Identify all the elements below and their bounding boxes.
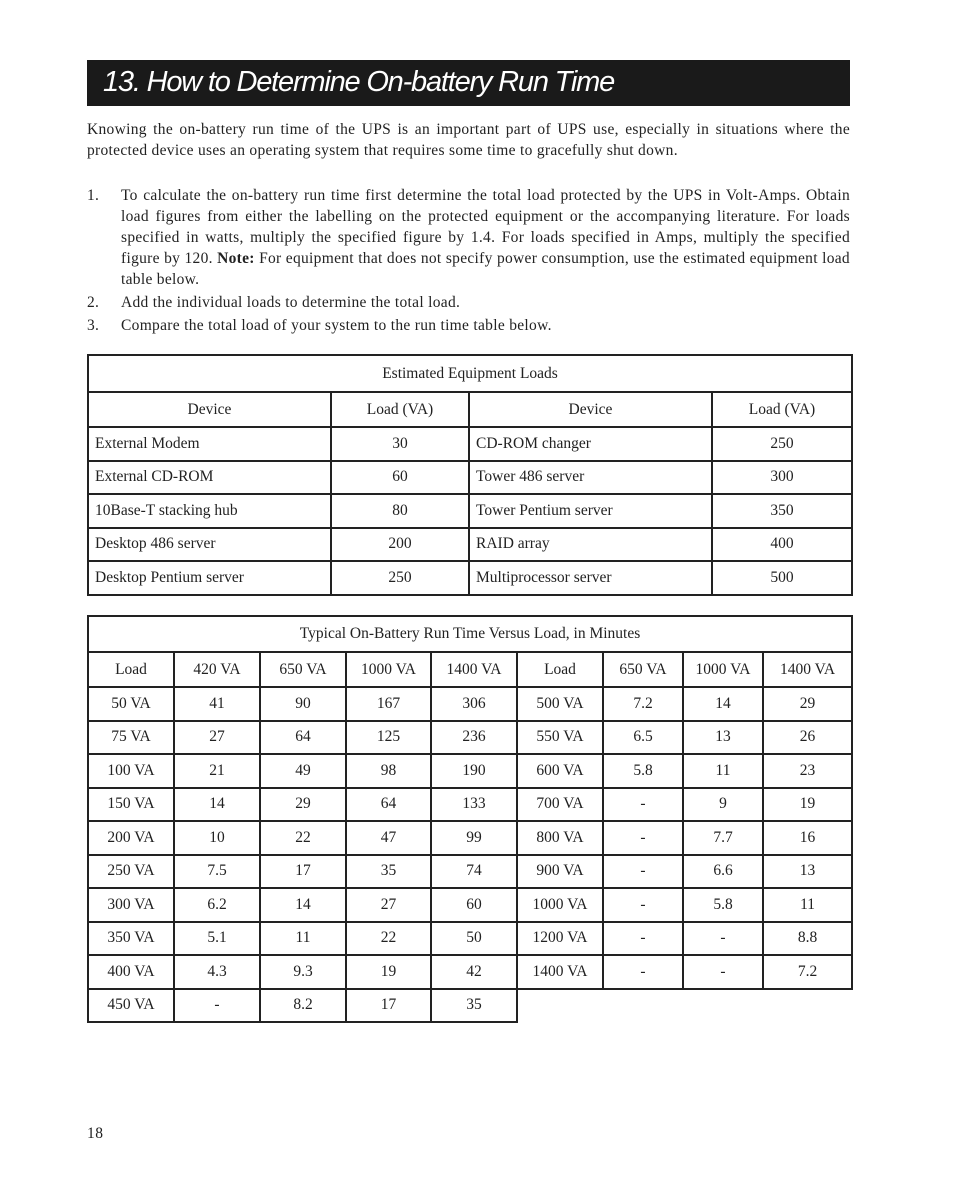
step-number: 2.: [87, 294, 100, 311]
runtime-cell: 99: [431, 821, 517, 855]
runtime-cell: -: [603, 922, 683, 956]
runtime-cell: -: [174, 989, 260, 1023]
column-header: 1000 VA: [346, 652, 431, 687]
runtime-cell: 49: [260, 754, 346, 788]
runtime-cell: 42: [431, 955, 517, 989]
device-cell: Desktop Pentium server: [88, 561, 331, 595]
runtime-cell: 7.5: [174, 855, 260, 889]
runtime-cell: 74: [431, 855, 517, 889]
runtime-cell: 5.1: [174, 922, 260, 956]
column-header: Device: [88, 392, 331, 427]
load-cell: 350 VA: [88, 922, 174, 956]
load-cell: 600 VA: [517, 754, 603, 788]
runtime-cell: 47: [346, 821, 431, 855]
load-cell: 450 VA: [88, 989, 174, 1023]
runtime-cell: 27: [174, 721, 260, 755]
runtime-table-row: [88, 754, 852, 788]
device-cell: 10Base-T stacking hub: [88, 494, 331, 528]
load-cell: 550 VA: [517, 721, 603, 755]
runtime-cell: 190: [431, 754, 517, 788]
runtime-cell: -: [603, 855, 683, 889]
runtime-cell: 14: [260, 888, 346, 922]
runtime-table-row: [88, 955, 852, 989]
runtime-cell: 7.7: [683, 821, 763, 855]
load-cell: 250: [331, 561, 469, 595]
load-cell: 250: [712, 427, 852, 461]
column-header: Load: [88, 652, 174, 687]
load-cell: 400: [712, 528, 852, 562]
runtime-cell: 27: [346, 888, 431, 922]
load-cell: 250 VA: [88, 855, 174, 889]
load-cell: 1400 VA: [517, 955, 603, 989]
loads-table-row: [88, 461, 852, 495]
step-text: Add the individual loads to determine the total load.: [121, 294, 461, 311]
load-cell: 400 VA: [88, 955, 174, 989]
load-cell: 200 VA: [88, 821, 174, 855]
runtime-cell: 23: [763, 754, 852, 788]
runtime-table-row: [88, 989, 852, 1023]
section-title: 13. How to Determine On-battery Run Time: [103, 66, 615, 98]
runtime-table-row: [88, 788, 852, 822]
section-header-bar: [87, 60, 850, 106]
runtime-cell: -: [603, 821, 683, 855]
runtime-cell: 13: [683, 721, 763, 755]
load-cell: 300 VA: [88, 888, 174, 922]
runtime-cell: 17: [346, 989, 431, 1023]
step-item: [87, 292, 850, 313]
load-cell: 50 VA: [88, 687, 174, 721]
runtime-cell: 11: [683, 754, 763, 788]
runtime-cell: 6.5: [603, 721, 683, 755]
runtime-cell: 8.8: [763, 922, 852, 956]
runtime-table-row: [88, 888, 852, 922]
runtime-cell: 6.6: [683, 855, 763, 889]
runtime-cell: 306: [431, 687, 517, 721]
runtime-table-row: [88, 721, 852, 755]
page-number: 18: [87, 1125, 104, 1142]
step-number: 1.: [87, 187, 100, 204]
device-cell: Tower Pentium server: [469, 494, 712, 528]
load-cell: 350: [712, 494, 852, 528]
column-header: 650 VA: [603, 652, 683, 687]
runtime-cell: 22: [260, 821, 346, 855]
empty-cell: [603, 989, 683, 1023]
runtime-cell: 6.2: [174, 888, 260, 922]
runtime-cell: 16: [763, 821, 852, 855]
runtime-cell: 4.3: [174, 955, 260, 989]
runtime-cell: 5.8: [683, 888, 763, 922]
runtime-cell: 90: [260, 687, 346, 721]
column-header: Device: [469, 392, 712, 427]
device-cell: External CD-ROM: [88, 461, 331, 495]
runtime-cell: 133: [431, 788, 517, 822]
runtime-cell: 125: [346, 721, 431, 755]
loads-table-title: Estimated Equipment Loads: [88, 355, 852, 392]
runtime-cell: 10: [174, 821, 260, 855]
runtime-cell: 21: [174, 754, 260, 788]
column-header: 420 VA: [174, 652, 260, 687]
device-cell: Tower 486 server: [469, 461, 712, 495]
runtime-cell: 29: [260, 788, 346, 822]
load-cell: 900 VA: [517, 855, 603, 889]
runtime-cell: 11: [763, 888, 852, 922]
runtime-table-row: [88, 922, 852, 956]
runtime-cell: 5.8: [603, 754, 683, 788]
runtime-cell: 7.2: [603, 687, 683, 721]
equipment-loads-table: [87, 354, 853, 596]
runtime-cell: 14: [174, 788, 260, 822]
runtime-cell: -: [603, 788, 683, 822]
runtime-cell: 29: [763, 687, 852, 721]
load-cell: 150 VA: [88, 788, 174, 822]
runtime-cell: 64: [346, 788, 431, 822]
runtime-cell: -: [603, 955, 683, 989]
runtime-cell: 8.2: [260, 989, 346, 1023]
column-header: 1400 VA: [431, 652, 517, 687]
runtime-cell: 22: [346, 922, 431, 956]
step-number: 3.: [87, 317, 100, 334]
load-cell: 800 VA: [517, 821, 603, 855]
load-cell: 1000 VA: [517, 888, 603, 922]
load-cell: 700 VA: [517, 788, 603, 822]
runtime-cell: 19: [763, 788, 852, 822]
load-cell: 300: [712, 461, 852, 495]
note-text: For equipment that does not specify power consumption, use the estimated equipment load table below.: [121, 250, 850, 288]
runtime-cell: 14: [683, 687, 763, 721]
column-header: Load (VA): [331, 392, 469, 427]
load-cell: 100 VA: [88, 754, 174, 788]
runtime-cell: 236: [431, 721, 517, 755]
runtime-cell: 64: [260, 721, 346, 755]
load-cell: 75 VA: [88, 721, 174, 755]
step-text: Compare the total load of your system to the run time table below.: [121, 317, 552, 334]
runtime-table: [87, 615, 853, 1023]
step-item: [87, 315, 850, 336]
empty-cell: [683, 989, 763, 1023]
runtime-table-title: Typical On-Battery Run Time Versus Load, in Minutes: [88, 616, 852, 652]
runtime-cell: 98: [346, 754, 431, 788]
runtime-table-row: [88, 687, 852, 721]
device-cell: RAID array: [469, 528, 712, 562]
device-cell: Desktop 486 server: [88, 528, 331, 562]
runtime-cell: -: [603, 888, 683, 922]
empty-cell: [763, 989, 852, 1023]
load-cell: 200: [331, 528, 469, 562]
note-label: Note:: [217, 250, 255, 267]
load-cell: 30: [331, 427, 469, 461]
runtime-cell: 35: [431, 989, 517, 1023]
runtime-cell: 50: [431, 922, 517, 956]
empty-cell: [517, 989, 603, 1023]
device-cell: External Modem: [88, 427, 331, 461]
runtime-cell: 9: [683, 788, 763, 822]
runtime-cell: 17: [260, 855, 346, 889]
runtime-cell: 19: [346, 955, 431, 989]
runtime-table-row: [88, 821, 852, 855]
column-header: Load (VA): [712, 392, 852, 427]
loads-table-row: [88, 427, 852, 461]
column-header: 1400 VA: [763, 652, 852, 687]
runtime-cell: -: [683, 922, 763, 956]
device-cell: Multiprocessor server: [469, 561, 712, 595]
loads-table-row: [88, 561, 852, 595]
column-header: 1000 VA: [683, 652, 763, 687]
load-cell: 500: [712, 561, 852, 595]
runtime-cell: 60: [431, 888, 517, 922]
runtime-cell: 26: [763, 721, 852, 755]
runtime-cell: 9.3: [260, 955, 346, 989]
loads-table-header-row: [88, 392, 852, 427]
runtime-cell: 167: [346, 687, 431, 721]
step-text: To calculate the on-battery run time first determine the total load protected by the UPS in Volt-Amps. Obtain load figures from either the labelling on the protected equipment or the accompanying literature. For loads specified in watts, multiply the specified figure by 1.4. For loads specified in Amps, multiply the specified figure by 120.: [121, 187, 850, 267]
device-cell: CD-ROM changer: [469, 427, 712, 461]
loads-table-row: [88, 494, 852, 528]
loads-table-row: [88, 528, 852, 562]
runtime-cell: 41: [174, 687, 260, 721]
step-item: [87, 185, 850, 290]
runtime-cell: -: [683, 955, 763, 989]
runtime-cell: 13: [763, 855, 852, 889]
load-cell: 500 VA: [517, 687, 603, 721]
load-cell: 80: [331, 494, 469, 528]
intro-paragraph: Knowing the on-battery run time of the UPS is an important part of UPS use, especially in situations where the protected device uses an operating system that requires some time to gracefully shut down.: [87, 121, 850, 159]
load-cell: 60: [331, 461, 469, 495]
column-header: 650 VA: [260, 652, 346, 687]
column-header: Load: [517, 652, 603, 687]
runtime-table-row: [88, 855, 852, 889]
runtime-cell: 11: [260, 922, 346, 956]
load-cell: 1200 VA: [517, 922, 603, 956]
runtime-cell: 35: [346, 855, 431, 889]
steps-list: [87, 185, 850, 338]
runtime-table-header-row: [88, 652, 852, 687]
runtime-cell: 7.2: [763, 955, 852, 989]
